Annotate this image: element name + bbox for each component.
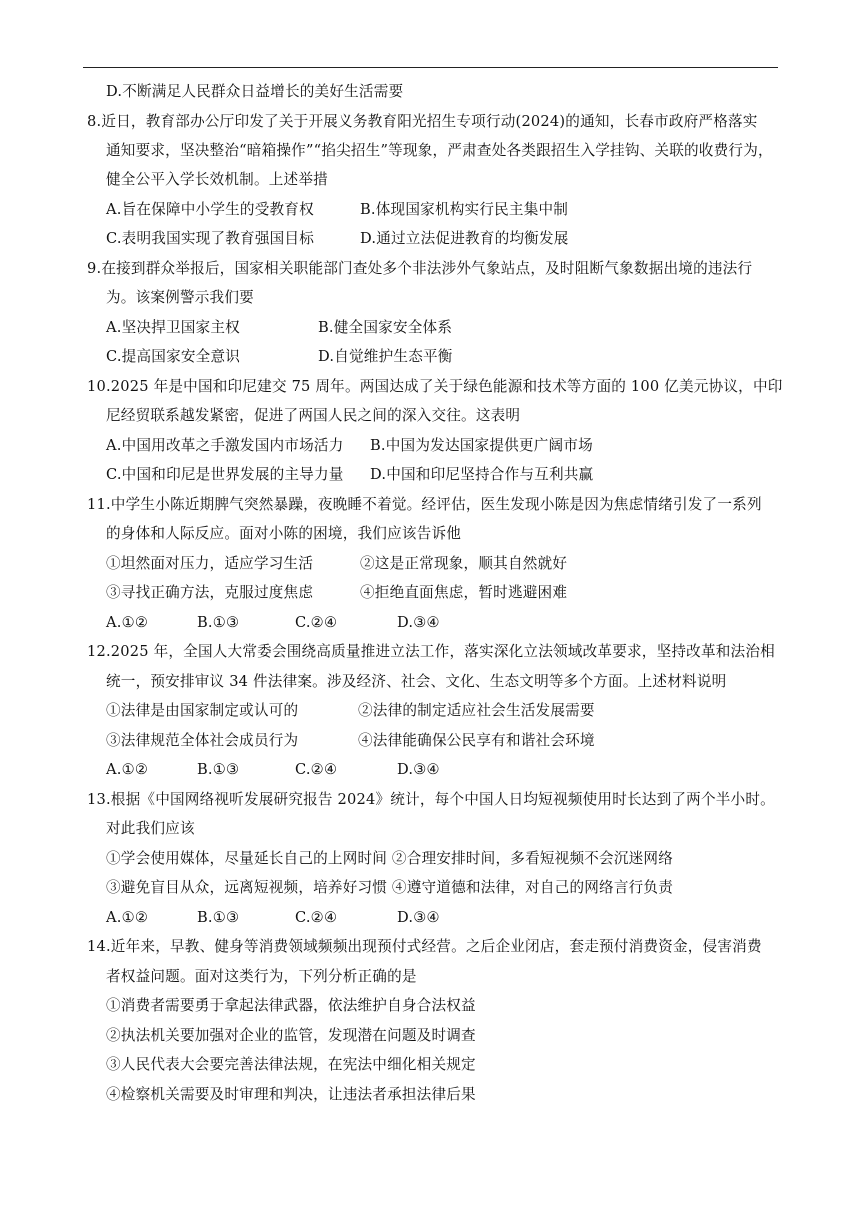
header-rule [83,67,778,68]
q10-stem-line-2: 尼经贸联系越发紧密，促进了两国人民之间的深入交往。这表明 [106,407,521,424]
q14-item-1: ①消费者需要勇于拿起法律武器，依法维护自身合法权益 [106,997,476,1014]
q12-item-3: ③法律规范全体社会成员行为 [106,732,299,749]
q11-answer-b: B.①③ [197,614,240,631]
q12-item-2: ②法律的制定适应社会生活发展需要 [358,702,595,719]
q9-stem-line-2: 为。该案例警示我们要 [106,289,254,306]
q11-answer-c: C.②④ [295,614,338,631]
q13-items-row-2: ③避免盲目从众，远离短视频，培养好习惯 ④遵守道德和法律，对自己的网络言行负责 [106,879,674,896]
q8-option-c: C.表明我国实现了教育强国目标 [106,230,315,247]
q10-option-b: B.中国为发达国家提供更广阔市场 [370,437,593,454]
q11-answer-a: A.①② [106,614,149,631]
q11-item-2: ②这是正常现象，顺其自然就好 [360,555,568,572]
q14-stem-line-2: 者权益问题。面对这类行为，下列分析正确的是 [106,968,417,985]
q10-stem-line-1: 10.2025 年是中国和印尼建交 75 周年。两国达成了关于绿色能源和技术等方面的 100 亿美元协议，中印 [87,378,783,395]
q11-item-4: ④拒绝直面焦虑，暂时逃避困难 [360,584,568,601]
prev-option-d: D.不断满足人民群众日益增长的美好生活需要 [106,83,404,100]
q9-stem-line-1: 9.在接到群众举报后，国家相关职能部门查处多个非法涉外气象站点，及时阻断气象数据出境的违法行 [87,260,753,277]
q12-item-4: ④法律能确保公民享有和谐社会环境 [358,732,595,749]
q14-stem-line-1: 14.近年来，早教、健身等消费领域频频出现预付式经营。之后企业闭店，套走预付消费资金，侵害消费 [87,938,762,955]
q9-option-a: A.坚决捍卫国家主权 [106,319,240,336]
q12-answer-b: B.①③ [197,761,240,778]
q11-stem-line-1: 11.中学生小陈近期脾气突然暴躁，夜晚睡不着觉。经评估，医生发现小陈是因为焦虑情绪引发了一系列 [87,496,762,513]
q12-stem-line-2: 统一，预安排审议 34 件法律案。涉及经济、社会、文化、生态文明等多个方面。上述材料说明 [106,673,727,690]
q8-option-b: B.体现国家机构实行民主集中制 [360,201,569,218]
q13-answer-d: D.③④ [397,909,440,926]
q8-option-a: A.旨在保障中小学生的受教育权 [106,201,314,218]
q14-item-4: ④检察机关需要及时审理和判决，让违法者承担法律后果 [106,1086,476,1103]
q13-answer-c: C.②④ [295,909,338,926]
q14-item-3: ③人民代表大会要完善法律法规，在宪法中细化相关规定 [106,1056,476,1073]
q10-option-a: A.中国用改革之手激发国内市场活力 [106,437,344,454]
q14-item-2: ②执法机关要加强对企业的监管，发现潜在问题及时调查 [106,1027,476,1044]
q11-answer-d: D.③④ [397,614,440,631]
q9-option-b: B.健全国家安全体系 [318,319,453,336]
q12-answer-d: D.③④ [397,761,440,778]
q9-option-c: C.提高国家安全意识 [106,348,241,365]
q10-option-c: C.中国和印尼是世界发展的主导力量 [106,466,344,483]
q11-item-1: ①坦然面对压力，适应学习生活 [106,555,314,572]
q12-stem-line-1: 12.2025 年，全国人大常委会围绕高质量推进立法工作，落实深化立法领域改革要求，坚持改革和法治相 [87,643,775,660]
q11-item-3: ③寻找正确方法，克服过度焦虑 [106,584,314,601]
q12-answer-a: A.①② [106,761,149,778]
q10-option-d: D.中国和印尼坚持合作与互利共赢 [370,466,594,483]
q8-option-d: D.通过立法促进教育的均衡发展 [360,230,569,247]
q11-stem-line-2: 的身体和人际反应。面对小陈的困境，我们应该告诉他 [106,525,462,542]
q13-stem-line-2: 对此我们应该 [106,820,195,837]
q13-stem-line-1: 13.根据《中国网络视听发展研究报告 2024》统计，每个中国人日均短视频使用时长达到了两个半小时。 [87,791,775,808]
q8-stem-line-3: 健全公平入学长效机制。上述举措 [106,171,328,188]
q13-answer-a: A.①② [106,909,149,926]
q12-answer-c: C.②④ [295,761,338,778]
q8-stem-line-2: 通知要求，坚决整治“暗箱操作”“掐尖招生”等现象，严肃查处各类跟招生入学挂钩、关联的收费行为， [106,142,773,159]
q12-item-1: ①法律是由国家制定或认可的 [106,702,299,719]
q9-option-d: D.自觉维护生态平衡 [318,348,453,365]
q8-stem-line-1: 8.近日，教育部办公厅印发了关于开展义务教育阳光招生专项行动(2024)的通知，长春市政府严格落实 [87,113,758,130]
q13-items-row-1: ①学会使用媒体，尽量延长自己的上网时间 ②合理安排时间，多看短视频不会沉迷网络 [106,850,674,867]
q13-answer-b: B.①③ [197,909,240,926]
